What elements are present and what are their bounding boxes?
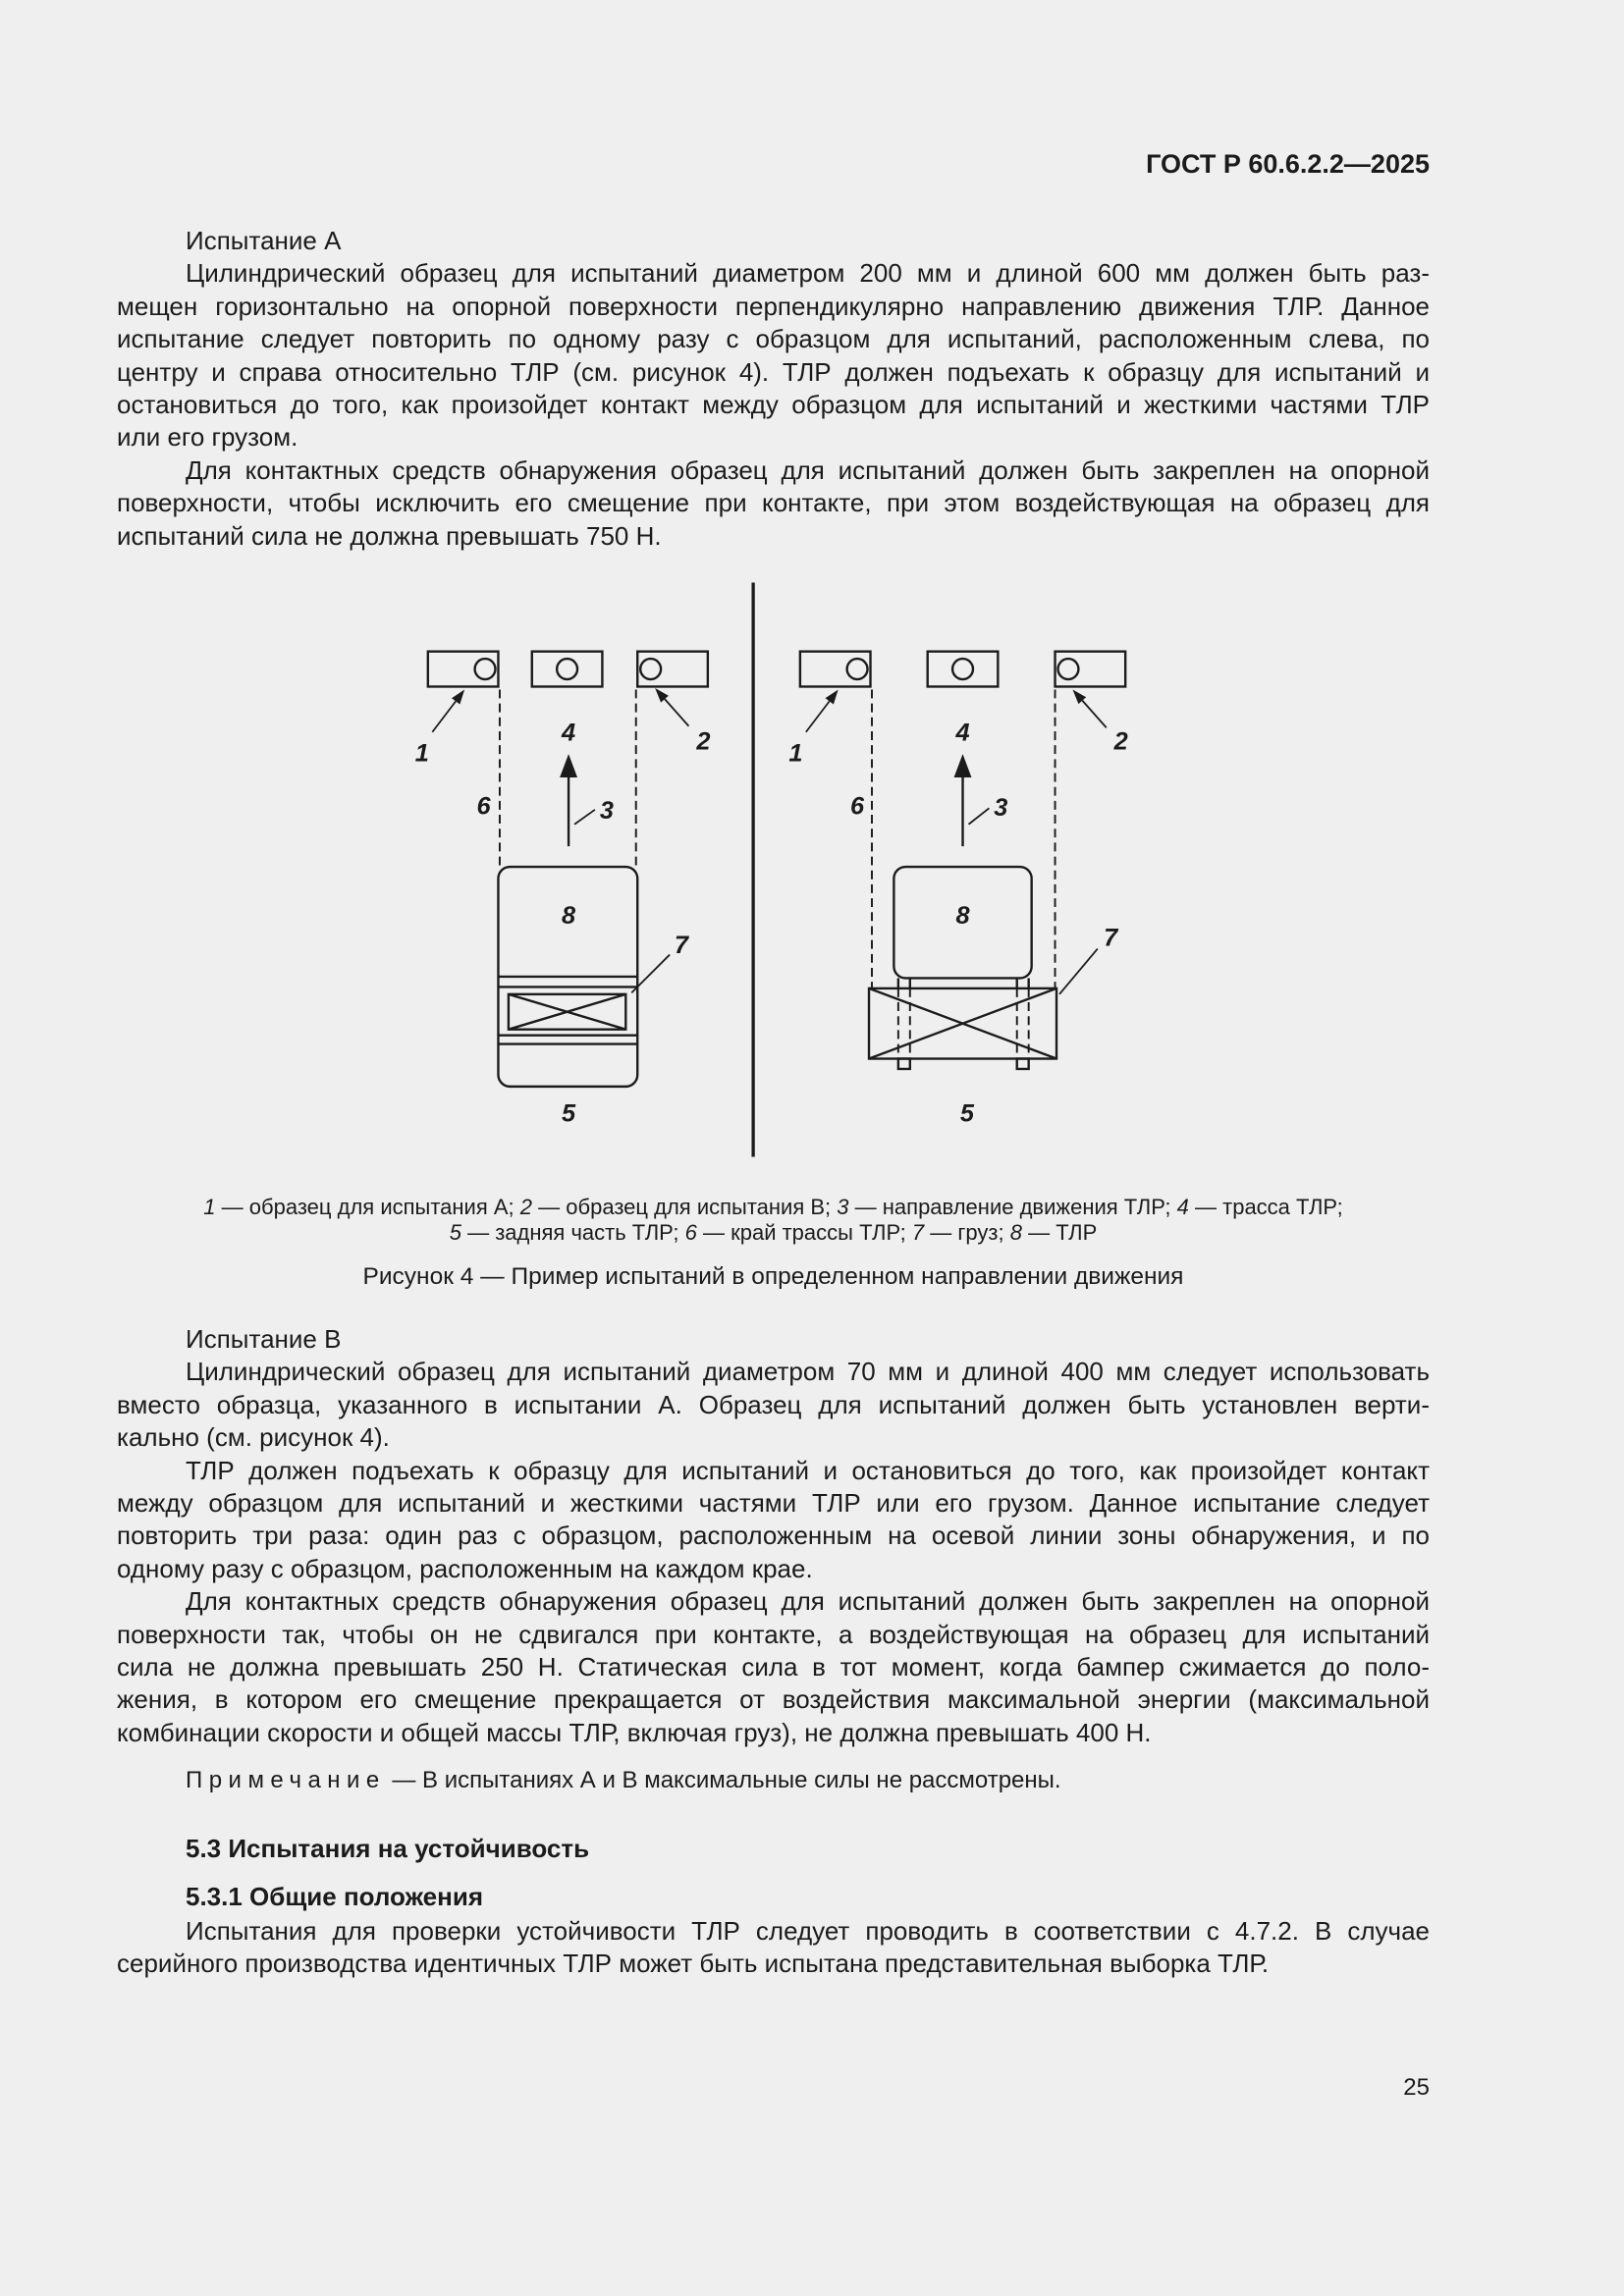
paragraph <box>117 1455 1430 1586</box>
body-text-line: испытание следует повторить по одному разу с образцом для испытаний, расположенным слева, по <box>117 324 1430 354</box>
body-text-line: или его грузом. <box>117 422 298 453</box>
leader-arrowhead-1 <box>452 689 464 704</box>
direction-arrowhead <box>954 754 972 777</box>
body-text-line: ТЛР должен подъехать к образцу для испытаний и остановиться до того, как произойдет контакт <box>186 1455 1430 1485</box>
body-text-line: между образцом для испытаний и жесткими частями ТЛР или его грузом. Данное испытание следует <box>117 1488 1430 1519</box>
body-text-line: остановиться до того, как произойдет контакт между образцом для испытаний и жесткими частями ТЛР <box>117 390 1430 420</box>
label-5: 5 <box>959 1099 975 1128</box>
legend-description: — ТЛР <box>1028 1219 1098 1245</box>
label-5: 5 <box>562 1099 576 1128</box>
sample-a-cylinder <box>847 659 868 679</box>
sample-b-cylinder <box>1058 659 1079 679</box>
vehicle-leg-foot <box>1017 1059 1029 1069</box>
figure-legend <box>117 1195 1430 1245</box>
sample-b-holder <box>637 652 708 687</box>
body-text-line: Испытания для проверки устойчивости ТЛР следует проводить в соответствии с 4.7.2. В случае <box>186 1916 1430 1946</box>
body-text-line: жения, в котором его смещение прекращается от воздействия максимальной энергии (максимальной <box>117 1684 1430 1715</box>
section-5-3-1-text <box>117 1915 1430 1981</box>
body-text-line: серийного производства идентичных ТЛР может быть испытана представительная выборка ТЛР. <box>117 1949 1270 1979</box>
body-text-line: повторить три раза: один раз с образцом, расположенным на осевой линии зоны обнаружения, и по <box>117 1521 1430 1551</box>
legend-line <box>117 1220 1430 1246</box>
legend-number: 3 <box>837 1195 849 1219</box>
legend-number: 5 <box>449 1219 461 1245</box>
sample-middle-cylinder <box>952 659 973 679</box>
legend-description: — груз; <box>930 1219 1004 1245</box>
leader-line-1 <box>806 701 830 731</box>
section-heading-5-3-1: 5.3.1 Общие положения <box>186 1882 483 1911</box>
label-7: 7 <box>674 932 689 960</box>
note-text: — В испытаниях А и В максимальные силы не рассмотрены. <box>392 1767 1061 1793</box>
panel-left <box>415 652 711 1128</box>
sample-middle-holder <box>928 652 999 687</box>
paragraph <box>117 1915 1430 1981</box>
label-7: 7 <box>1104 924 1118 952</box>
note-label: Примечание <box>186 1767 386 1793</box>
leader-line-3 <box>574 810 595 825</box>
label-2: 2 <box>1113 727 1128 756</box>
leader-line-3 <box>968 808 989 824</box>
leader-line-7 <box>1059 949 1098 994</box>
legend-line <box>117 1195 1430 1220</box>
body-text-line: Для контактных средств обнаружения образец для испытаний должен быть закреплен на опорной <box>186 1586 1430 1617</box>
paragraph <box>117 454 1430 553</box>
body-text-line: одному разу с образцом, расположенным на каждом крае. <box>117 1553 813 1583</box>
label-3: 3 <box>994 793 1008 822</box>
note <box>186 1765 1061 1795</box>
body-text-line: Цилиндрический образец для испытаний диаметром 70 мм и длиной 400 мм следует использовать <box>186 1357 1430 1387</box>
standard-designation-header: ГОСТ Р 60.6.2.2—2025 <box>1146 149 1430 179</box>
sample-a-cylinder <box>475 659 496 679</box>
label-8: 8 <box>562 902 576 931</box>
page-number: 25 <box>1403 2074 1430 2101</box>
legend-number: 1 <box>203 1195 216 1219</box>
figure-caption: Рисунок 4 — Пример испытаний в определенном направлении движения <box>362 1263 1184 1290</box>
vehicle-leg-foot <box>898 1059 910 1069</box>
sample-middle-holder <box>532 652 603 687</box>
legend-description: — направление движения ТЛР; <box>854 1195 1171 1219</box>
label-4: 4 <box>562 719 576 747</box>
legend-number: 4 <box>1176 1195 1189 1219</box>
label-6: 6 <box>850 792 865 821</box>
leader-arrowhead-1 <box>826 689 839 704</box>
body-text-line: комбинации скорости и общей массы ТЛР, включая груз), не должна превышать 400 Н. <box>117 1717 1152 1747</box>
figure-4-diagram <box>396 578 1158 1164</box>
body-text-line: Цилиндрический образец для испытаний диаметром 200 мм и длиной 600 мм должен быть раз- <box>186 258 1430 289</box>
legend-description: — трасса ТЛР; <box>1195 1195 1343 1219</box>
body-text-line: Для контактных средств обнаружения образец для испытаний должен быть закреплен на опорной <box>186 454 1430 485</box>
paragraph <box>117 1356 1430 1454</box>
legend-description: — образец для испытания В; <box>538 1195 832 1219</box>
leader-line-1 <box>432 701 456 731</box>
legend-description: — задняя часть ТЛР; <box>467 1219 679 1245</box>
label-1: 1 <box>788 739 803 768</box>
legend-number: 6 <box>684 1219 697 1245</box>
paragraph <box>117 1585 1430 1749</box>
panel-right <box>788 652 1127 1128</box>
paragraph <box>117 257 1430 454</box>
label-1: 1 <box>414 739 429 768</box>
sample-b-holder <box>1056 652 1126 687</box>
test-a-section <box>117 225 1430 553</box>
sample-a-holder <box>800 652 871 687</box>
body-text-line: вместо образца, указанного в испытании А. Образец для испытаний должен быть установлен верти- <box>117 1389 1430 1419</box>
sample-a-holder <box>428 652 499 687</box>
test-b-title: Испытание В <box>186 1324 342 1354</box>
legend-number: 8 <box>1009 1219 1022 1245</box>
body-text-line: испытаний сила не должна превышать 750 Н. <box>117 520 662 551</box>
body-text-line: центру и справа относительно ТЛР (см. рисунок 4). ТЛР должен подъехать к образцу для испытаний и <box>117 356 1430 387</box>
body-text-line: сила не должна превышать 250 Н. Статическая сила в тот момент, когда бампер сжимается до поло- <box>117 1652 1430 1682</box>
sample-b-cylinder <box>640 659 661 679</box>
direction-arrowhead <box>560 754 577 777</box>
label-3: 3 <box>599 796 614 825</box>
test-b-section <box>117 1323 1430 1749</box>
body-text-line: мещен горизонтально на опорной поверхности перпендикулярно направлению движения ТЛР. Данное <box>117 291 1430 321</box>
body-text-line: поверхности, чтобы исключить его смещение при контакте, при этом воздействующая на образец для <box>117 488 1430 518</box>
label-2: 2 <box>696 727 711 756</box>
label-4: 4 <box>955 719 970 747</box>
legend-description: — край трассы ТЛР; <box>702 1219 906 1245</box>
label-8: 8 <box>955 902 970 931</box>
label-6: 6 <box>476 792 491 821</box>
body-text-line: поверхности так, чтобы он не сдвигался при контакте, а воздействующая на образец для испытаний <box>117 1619 1430 1649</box>
legend-number: 2 <box>519 1195 533 1219</box>
body-text-line: кально (см. рисунок 4). <box>117 1422 390 1453</box>
leader-line-2 <box>1082 701 1106 728</box>
test-a-title: Испытание А <box>186 226 342 255</box>
legend-number: 7 <box>911 1219 925 1245</box>
legend-description: — образец для испытания А; <box>221 1195 514 1219</box>
leader-line-2 <box>665 699 688 726</box>
section-heading-5-3: 5.3 Испытания на устойчивость <box>186 1834 590 1863</box>
sample-middle-cylinder <box>557 659 577 679</box>
